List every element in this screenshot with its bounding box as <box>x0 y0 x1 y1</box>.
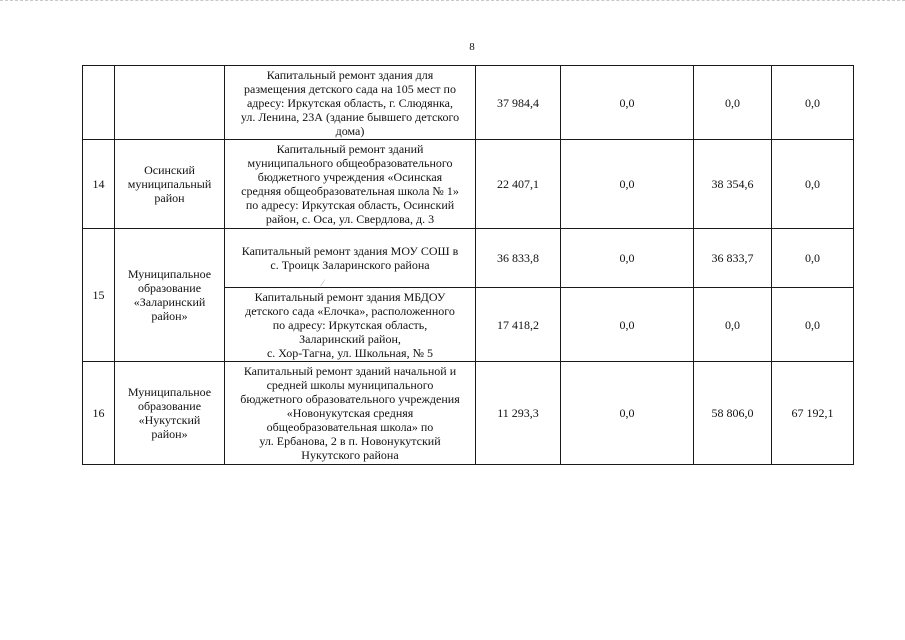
value-cell-4: 0,0 <box>772 288 854 362</box>
municipality-cell: Осинский муниципальный район <box>115 140 225 229</box>
table-row <box>83 229 854 288</box>
value-cell-4: 0,0 <box>772 140 854 229</box>
value-cell-1: 22 407,1 <box>476 140 561 229</box>
row-number-cell: 16 <box>83 362 115 465</box>
value-cell-4: 0,0 <box>772 229 854 288</box>
municipality-cell: Муниципальное образование «Заларинский район» <box>115 229 225 362</box>
value-cell-2: 0,0 <box>561 229 694 288</box>
value-cell-4: 0,0 <box>772 66 854 140</box>
value-cell-2: 0,0 <box>561 140 694 229</box>
program-table <box>82 65 854 465</box>
description-cell: Капитальный ремонт зданий начальной и средней школы муниципального бюджетного образовательного учреждения «Новонукутская средняя общеобразовательная школа» по ул. Ербанова, 2 в п. Новонукутский Нукутского района <box>225 362 476 465</box>
municipality-cell: Муниципальное образование «Нукутский район» <box>115 362 225 465</box>
description-cell: Капитальный ремонт здания для размещения детского сада на 105 мест по адресу: Иркутская область, г. Слюдянка, ул. Ленина, 23А (здание бывшего детского дома) <box>225 66 476 140</box>
value-cell-2: 0,0 <box>561 66 694 140</box>
value-cell-3: 0,0 <box>694 66 772 140</box>
value-cell-3: 58 806,0 <box>694 362 772 465</box>
municipality-cell <box>115 66 225 140</box>
table-row <box>83 140 854 229</box>
value-cell-1: 17 418,2 <box>476 288 561 362</box>
scan-edge-artifact <box>0 0 905 4</box>
row-number-cell <box>83 66 115 140</box>
row-number-cell: 15 <box>83 229 115 362</box>
value-cell-2: 0,0 <box>561 362 694 465</box>
description-cell: Капитальный ремонт здания МБДОУ детского сада «Елочка», расположенного по адресу: Иркутская область, Заларинский район, с. Хор-Тагна, ул. Школьная, № 5 <box>225 288 476 362</box>
row-number-cell: 14 <box>83 140 115 229</box>
value-cell-3: 0,0 <box>694 288 772 362</box>
value-cell-1: 37 984,4 <box>476 66 561 140</box>
table-row <box>83 66 854 140</box>
value-cell-4: 67 192,1 <box>772 362 854 465</box>
value-cell-1: 11 293,3 <box>476 362 561 465</box>
description-cell: Капитальный ремонт здания МОУ СОШ в с. Троицк Заларинского района <box>225 229 476 288</box>
scan-mark: ⁄ <box>322 278 324 288</box>
table-row <box>83 362 854 465</box>
description-cell: Капитальный ремонт зданий муниципального общеобразовательного бюджетного учреждения «Осинская средняя общеобразовательная школа № 1» по адресу: Иркутская область, Осинский район, с. Оса, ул. Свердлова, д. 3 <box>225 140 476 229</box>
page-number: 8 <box>469 41 475 53</box>
value-cell-3: 36 833,7 <box>694 229 772 288</box>
value-cell-3: 38 354,6 <box>694 140 772 229</box>
value-cell-2: 0,0 <box>561 288 694 362</box>
value-cell-1: 36 833,8 <box>476 229 561 288</box>
